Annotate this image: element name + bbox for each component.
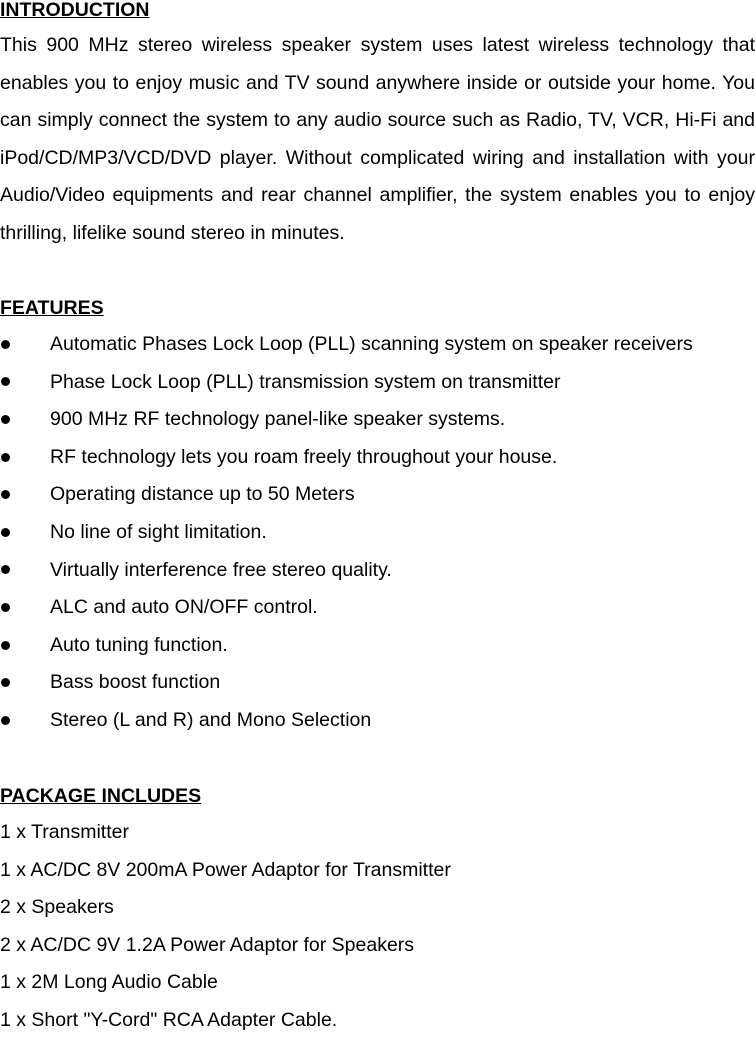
feature-text: Bass boost function xyxy=(50,671,221,694)
feature-text: Auto tuning function. xyxy=(50,633,228,656)
feature-item xyxy=(0,664,756,702)
feature-text: Phase Lock Loop (PLL) transmission system on transmitter xyxy=(50,370,561,393)
bullet-icon xyxy=(1,453,10,462)
introduction-heading: INTRODUCTION xyxy=(0,0,150,21)
features-heading: FEATURES xyxy=(0,297,104,319)
feature-text: Virtually interference free stereo quality. xyxy=(50,558,392,581)
bullet-icon xyxy=(1,678,10,687)
feature-text: No line of sight limitation. xyxy=(50,520,267,543)
package-item: 1 x Transmitter xyxy=(0,821,129,843)
feature-item xyxy=(0,627,756,665)
bullet-icon xyxy=(1,565,10,574)
feature-text: RF technology lets you roam freely throughout your house. xyxy=(50,445,558,468)
package-heading: PACKAGE INCLUDES xyxy=(0,785,202,807)
feature-item xyxy=(0,514,756,552)
feature-item xyxy=(0,401,756,439)
feature-text: ALC and auto ON/OFF control. xyxy=(50,596,318,619)
package-item: 2 x AC/DC 9V 1.2A Power Adaptor for Speakers xyxy=(0,933,415,956)
bullet-icon xyxy=(1,641,10,650)
package-item: 1 x Short "Y-Cord" RCA Adapter Cable. xyxy=(0,1008,338,1031)
feature-item xyxy=(0,476,756,514)
feature-text: 900 MHz RF technology panel-like speaker systems. xyxy=(50,408,506,431)
feature-text: Stereo (L and R) and Mono Selection xyxy=(50,708,372,731)
package-item: 1 x AC/DC 8V 200mA Power Adaptor for Transmitter xyxy=(0,858,451,881)
bullet-icon xyxy=(1,603,10,612)
bullet-icon xyxy=(1,415,10,424)
feature-text: Operating distance up to 50 Meters xyxy=(50,483,355,506)
bullet-icon xyxy=(1,716,10,725)
package-item: 1 x 2M Long Audio Cable xyxy=(0,971,218,994)
features-section xyxy=(0,298,756,740)
bullet-icon xyxy=(1,340,10,349)
feature-text: Automatic Phases Lock Loop (PLL) scanning system on speaker receivers xyxy=(50,333,693,355)
package-list xyxy=(0,814,756,1040)
feature-item xyxy=(0,439,756,477)
feature-item xyxy=(0,326,756,364)
feature-item xyxy=(0,702,756,740)
features-list xyxy=(0,326,756,740)
package-item: 2 x Speakers xyxy=(0,896,114,919)
feature-item xyxy=(0,552,756,590)
bullet-icon xyxy=(1,377,10,386)
introduction-section xyxy=(0,0,756,253)
feature-item xyxy=(0,589,756,627)
bullet-icon xyxy=(1,490,10,499)
bullet-icon xyxy=(1,528,10,537)
introduction-body: This 900 MHz stereo wireless speaker system uses latest wireless technology that enables you to enjoy music and TV sound anywhere inside or outside your home. You can simply connect the system to any audio source such as Radio, TV, VCR, Hi-Fi and iPod/CD/MP3/VCD/DVD player. Without complicated wiring and installation with your Audio/Video equipments and rear channel amplifier, the system enables you to enjoy thrilling, lifelike sound stereo in minutes. xyxy=(0,34,755,244)
package-section xyxy=(0,786,756,1040)
feature-item xyxy=(0,364,756,402)
